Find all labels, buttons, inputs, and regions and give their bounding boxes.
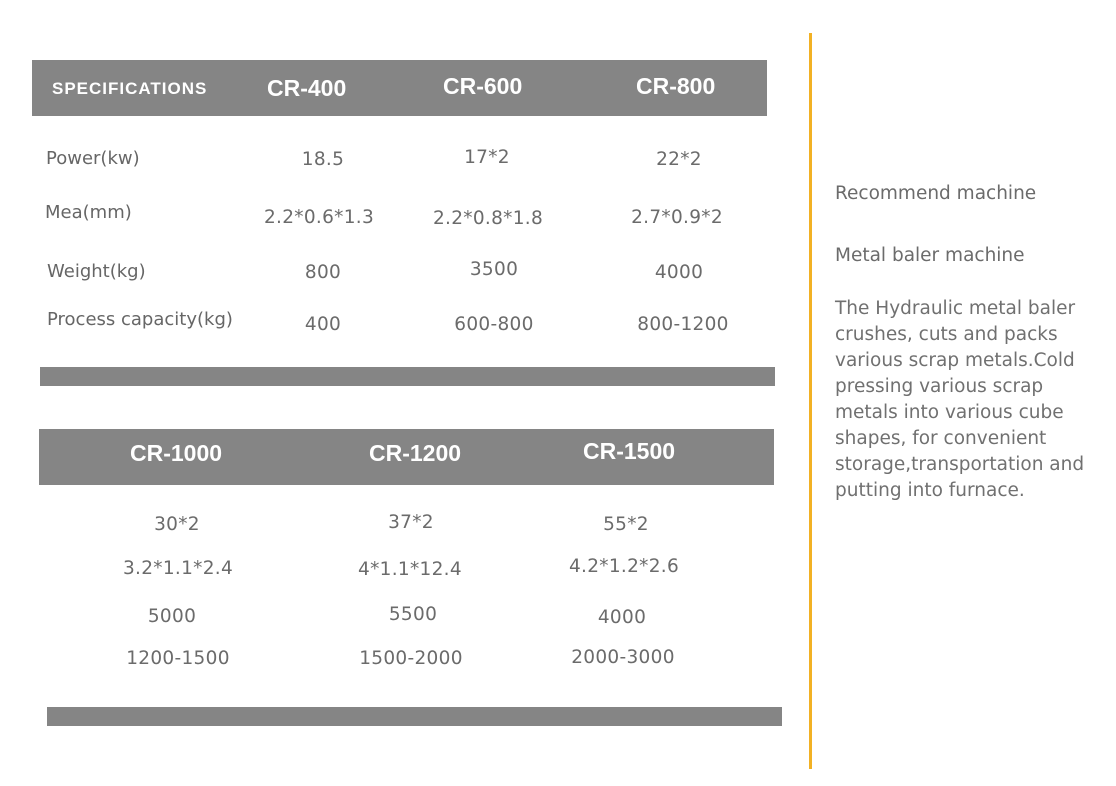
cell-cr1200-capacity: 1500-2000: [359, 648, 463, 669]
cell-cr800-capacity: 800-1200: [637, 314, 729, 335]
model-header-cr-1200: CR-1200: [369, 440, 462, 466]
cell-cr1000-weight: 5000: [147, 606, 197, 627]
cell-cr1000-measurement: 3.2*1.1*2.4: [122, 558, 234, 579]
cell-cr400-measurement: 2.2*0.6*1.3: [263, 207, 375, 228]
cell-cr600-weight: 3500: [469, 259, 519, 280]
specifications-heading: SPECIFICATIONS: [52, 79, 208, 98]
cell-cr400-capacity: 400: [304, 314, 342, 335]
cell-cr600-measurement: 2.2*0.8*1.8: [432, 208, 544, 229]
cell-cr1200-power: 37*2: [388, 512, 434, 533]
accent-divider-line: [809, 33, 812, 769]
row-label-process-capacity: Process capacity(kg): [47, 309, 233, 330]
cell-cr1000-capacity: 1200-1500: [126, 648, 230, 669]
cell-cr1200-measurement: 4*1.1*12.4: [358, 559, 462, 580]
row-label-power: Power(kw): [46, 148, 140, 169]
row-label-measurement: Mea(mm): [45, 202, 132, 223]
model-header-cr-1500: CR-1500: [583, 438, 676, 464]
product-title: Metal baler machine: [835, 245, 1025, 266]
cell-cr1500-capacity: 2000-3000: [571, 647, 675, 668]
cell-cr800-power: 22*2: [656, 149, 702, 170]
cell-cr600-power: 17*2: [464, 147, 510, 168]
product-description: The Hydraulic metal baler crushes, cuts and packs various scrap metals.Cold pressing various scrap metals into various cube shapes, for convenient storage,transportation and putting into furnace.: [835, 298, 1085, 501]
cell-cr800-weight: 4000: [654, 262, 704, 283]
recommend-machine-title: Recommend machine: [835, 183, 1037, 204]
model-header-cr-400: CR-400: [267, 75, 347, 101]
cell-cr1200-weight: 5500: [388, 604, 438, 625]
cell-cr800-measurement: 2.7*0.9*2: [631, 207, 723, 228]
cell-cr400-power: 18.5: [301, 149, 345, 170]
cell-cr1500-power: 55*2: [603, 514, 649, 535]
cell-cr400-weight: 800: [304, 262, 342, 283]
cell-cr1500-weight: 4000: [597, 607, 647, 628]
model-header-cr-600: CR-600: [443, 73, 523, 99]
table2-footer-bar: [47, 707, 782, 726]
cell-cr1500-measurement: 4.2*1.2*2.6: [568, 556, 680, 577]
table1-footer-bar: [40, 367, 775, 386]
model-header-cr-800: CR-800: [636, 73, 716, 99]
row-label-weight: Weight(kg): [47, 261, 146, 282]
cell-cr600-capacity: 600-800: [454, 314, 534, 335]
model-header-cr-1000: CR-1000: [130, 440, 223, 466]
cell-cr1000-power: 30*2: [154, 514, 200, 535]
